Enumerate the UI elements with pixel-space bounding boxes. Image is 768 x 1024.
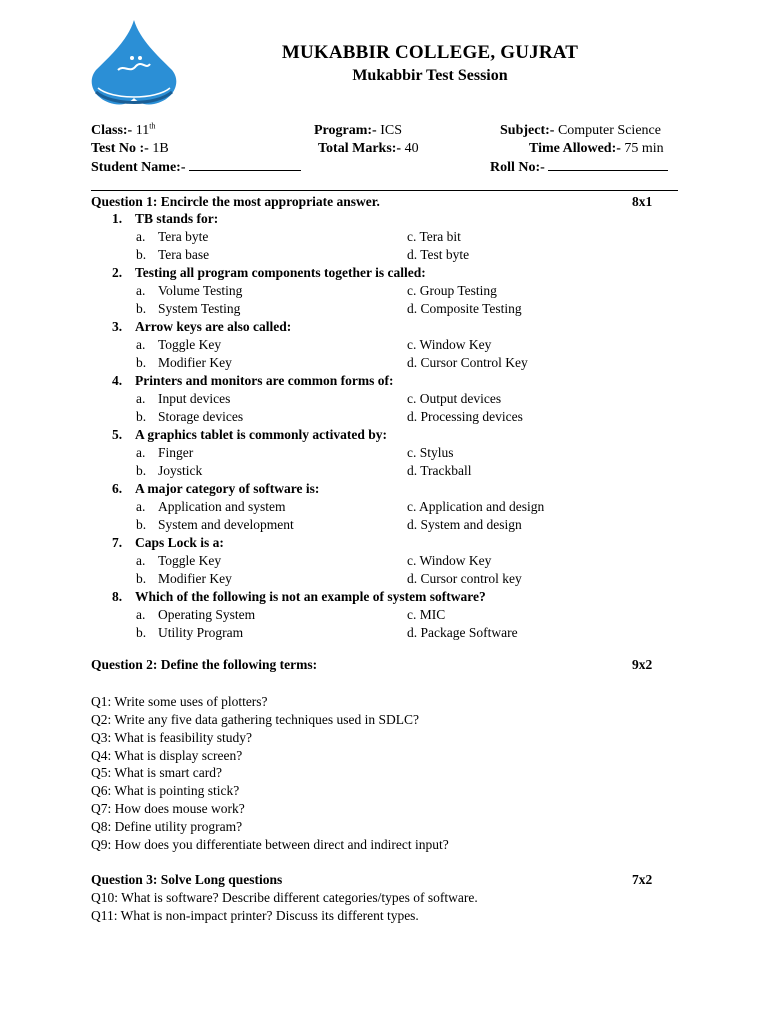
mcq-question — [112, 210, 672, 228]
mcq-item — [112, 318, 672, 372]
mcq-option-b[interactable]: b. Modifier Key — [136, 571, 232, 586]
time-allowed-field: Time Allowed:- 75 min — [529, 141, 664, 156]
mcq-option-d[interactable]: d. Trackball — [407, 463, 472, 478]
mcq-option-b[interactable]: b. Joystick — [136, 463, 203, 478]
subject-field: Subject:- Computer Science — [500, 123, 661, 138]
mcq-question-text: Testing all program components together is called: — [135, 265, 426, 280]
mcq-option-c[interactable]: c. Group Testing — [407, 283, 497, 298]
mcq-number: 8. — [112, 589, 123, 604]
mcq-question — [112, 588, 672, 606]
mcq-option-row — [112, 246, 672, 264]
roll-no-field[interactable]: Roll No:- — [490, 158, 668, 176]
question-3-marks: 7x2 — [632, 872, 653, 887]
mcq-option-d[interactable]: d. Test byte — [407, 247, 470, 262]
mcq-item — [112, 210, 672, 264]
mcq-question-text: Which of the following is not an example of system software? — [135, 589, 486, 604]
mcq-option-a[interactable]: a. Toggle Key — [136, 553, 222, 568]
short-question-7: Q7: How does mouse work? — [91, 801, 245, 816]
question-1-heading: Question 1: Encircle the most appropriate answer. — [91, 194, 380, 209]
mcq-option-a[interactable]: a. Tera byte — [136, 229, 209, 244]
mcq-option-a[interactable]: a. Input devices — [136, 391, 231, 406]
mcq-option-c[interactable]: c. Window Key — [407, 553, 492, 568]
mcq-question — [112, 534, 672, 552]
mcq-option-row — [112, 300, 672, 318]
short-question-5: Q5: What is smart card? — [91, 765, 222, 780]
mcq-option-row — [112, 408, 672, 426]
mcq-question — [112, 372, 672, 390]
mcq-number: 2. — [112, 265, 123, 280]
mcq-question — [112, 264, 672, 282]
college-logo — [88, 18, 180, 110]
mcq-item — [112, 372, 672, 426]
student-name-field[interactable]: Student Name:- — [91, 158, 301, 176]
mcq-option-d[interactable]: d. Cursor control key — [407, 571, 522, 586]
mcq-number: 4. — [112, 373, 123, 388]
program-field: Program:- ICS — [314, 123, 403, 138]
mcq-option-row — [112, 354, 672, 372]
mcq-option-a[interactable]: a. Toggle Key — [136, 337, 222, 352]
mcq-option-row — [112, 498, 672, 516]
mcq-option-a[interactable]: a. Finger — [136, 445, 194, 460]
class-field: Class:- 11th — [91, 121, 156, 138]
mcq-item — [112, 534, 672, 588]
mcq-option-b[interactable]: b. Modifier Key — [136, 355, 232, 370]
mcq-option-row — [112, 516, 672, 534]
question-2-heading: Question 2: Define the following terms: — [91, 657, 318, 672]
short-question-9: Q9: How does you differentiate between direct and indirect input? — [91, 837, 449, 852]
mcq-question — [112, 480, 672, 498]
mcq-option-d[interactable]: d. Processing devices — [407, 409, 523, 424]
mcq-option-d[interactable]: d. Composite Testing — [407, 301, 522, 316]
mcq-option-c[interactable]: c. Output devices — [407, 391, 502, 406]
mcq-option-row — [112, 606, 672, 624]
mcq-option-row — [112, 444, 672, 462]
mcq-option-b[interactable]: b. System and development — [136, 517, 294, 532]
session-title: Mukabbir Test Session — [352, 67, 508, 84]
short-question-6: Q6: What is pointing stick? — [91, 783, 240, 798]
mcq-option-d[interactable]: d. Package Software — [407, 625, 518, 640]
mcq-option-b[interactable]: b. Storage devices — [136, 409, 244, 424]
mcq-option-a[interactable]: a. Operating System — [136, 607, 256, 622]
mcq-option-row — [112, 390, 672, 408]
mcq-option-b[interactable]: b. Utility Program — [136, 625, 244, 640]
mcq-item — [112, 588, 672, 642]
mcq-question-text: Caps Lock is a: — [135, 535, 224, 550]
mcq-option-a[interactable]: a. Volume Testing — [136, 283, 243, 298]
mcq-item — [112, 426, 672, 480]
mcq-question — [112, 318, 672, 336]
mcq-option-row — [112, 336, 672, 354]
mcq-number: 5. — [112, 427, 123, 442]
short-question-8: Q8: Define utility program? — [91, 819, 243, 834]
mcq-option-c[interactable]: c. Tera bit — [407, 229, 461, 244]
mcq-number: 6. — [112, 481, 123, 496]
mcq-question-text: A graphics tablet is commonly activated by: — [135, 427, 387, 442]
long-question-10: Q10: What is software? Describe different categories/types of software. — [91, 890, 478, 905]
mcq-question-text: TB stands for: — [135, 211, 219, 226]
mcq-option-row — [112, 282, 672, 300]
question-3-heading: Question 3: Solve Long questions — [91, 872, 283, 887]
mcq-question-text: A major category of software is: — [135, 481, 320, 496]
test-no-field: Test No :- 1B — [91, 141, 169, 156]
mcq-option-d[interactable]: d. Cursor Control Key — [407, 355, 528, 370]
mcq-option-row — [112, 228, 672, 246]
mcq-list — [112, 210, 672, 642]
short-question-1: Q1: Write some uses of plotters? — [91, 694, 268, 709]
mcq-option-row — [112, 570, 672, 588]
question-1-marks: 8x1 — [632, 194, 653, 209]
mcq-option-c[interactable]: c. Stylus — [407, 445, 454, 460]
mcq-option-a[interactable]: a. Application and system — [136, 499, 286, 514]
mcq-option-c[interactable]: c. Window Key — [407, 337, 492, 352]
short-question-3: Q3: What is feasibility study? — [91, 730, 252, 745]
short-question-4: Q4: What is display screen? — [91, 748, 243, 763]
mcq-option-row — [112, 552, 672, 570]
mcq-option-row — [112, 462, 672, 480]
mcq-question-text: Arrow keys are also called: — [135, 319, 292, 334]
mcq-option-b[interactable]: b. Tera base — [136, 247, 210, 262]
mcq-number: 7. — [112, 535, 123, 550]
mcq-option-b[interactable]: b. System Testing — [136, 301, 241, 316]
mcq-number: 1. — [112, 211, 123, 226]
header-divider — [91, 190, 678, 191]
mcq-option-row — [112, 624, 672, 642]
long-question-11: Q11: What is non-impact printer? Discuss its different types. — [91, 908, 419, 923]
mcq-item — [112, 264, 672, 318]
mcq-question-text: Printers and monitors are common forms of: — [135, 373, 394, 388]
total-marks-field: Total Marks:- 40 — [318, 141, 419, 156]
mcq-option-c[interactable]: c. MIC — [407, 607, 446, 622]
mcq-question — [112, 426, 672, 444]
mcq-item — [112, 480, 672, 534]
short-question-2: Q2: Write any five data gathering techniques used in SDLC? — [91, 712, 419, 727]
college-title: MUKABBIR COLLEGE, GUJRAT — [281, 42, 579, 63]
question-2-marks: 9x2 — [632, 657, 653, 672]
mcq-option-c[interactable]: c. Application and design — [407, 499, 545, 514]
mcq-number: 3. — [112, 319, 123, 334]
mcq-option-d[interactable]: d. System and design — [407, 517, 522, 532]
